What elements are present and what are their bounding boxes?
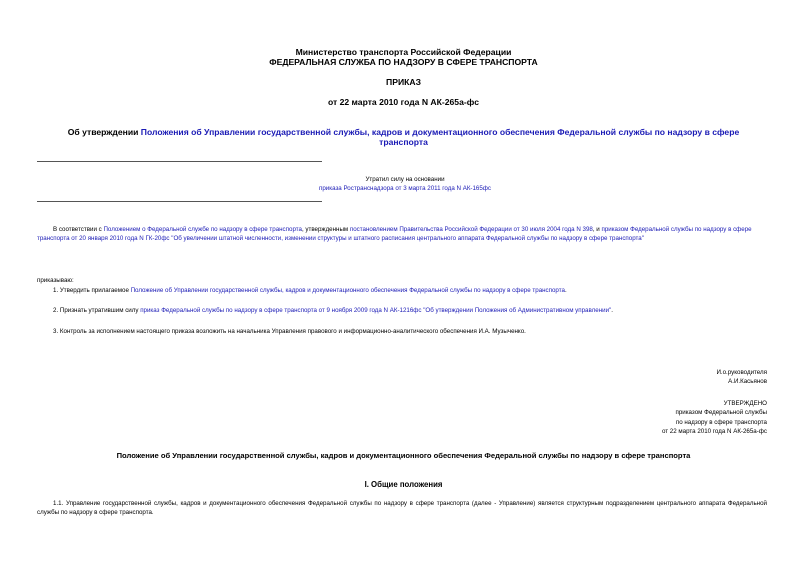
preamble-link-regulation[interactable]: Положением о Федеральной службе по надзору в сфере транспорта xyxy=(103,226,302,233)
approved-line-3: по надзору в сфере транспорта xyxy=(675,418,767,426)
preamble-text: В соответствии с xyxy=(53,226,104,233)
item-text: . xyxy=(564,287,567,294)
signature-block xyxy=(716,368,767,387)
section-heading: I. Общие положения xyxy=(364,480,443,489)
item-text: . xyxy=(611,307,613,314)
approval-block xyxy=(662,399,767,437)
item-1-link[interactable]: Положение об Управлении государственной службы, кадров и документационного обеспечения Федеральной службы по надзору в сфере транспорта xyxy=(130,287,565,294)
item-text: 1. Утвердить прилагаемое xyxy=(53,287,131,294)
document-date-number: от 22 марта 2010 года N АК-265а-фс xyxy=(327,97,480,107)
service-name: ФЕДЕРАЛЬНАЯ СЛУЖБА ПО НАДЗОРУ В СФЕРЕ ТРАНСПОРТА xyxy=(269,57,538,67)
repealed-link[interactable]: приказа Ространснадзора от 3 марта 2011 года N АК-165фс xyxy=(318,185,491,192)
title-link[interactable]: Положения об Управлении государственной службы, кадров и документационного обеспечения Федеральной службы по надзору в сфере xyxy=(140,127,740,137)
preamble-paragraph xyxy=(37,225,767,244)
repealed-note xyxy=(300,175,510,193)
document-type: ПРИКАЗ xyxy=(386,77,421,87)
document-title xyxy=(40,127,767,147)
ministry-name: Министерство транспорта Российской Федерации xyxy=(295,47,512,57)
title-link-cont[interactable]: транспорта xyxy=(379,137,428,147)
regulation-title: Положение об Управлении государственной службы, кадров и документационного обеспечения Федеральной службы по надзору в сфере транспорта xyxy=(116,451,691,460)
order-item-1 xyxy=(53,286,567,295)
repealed-text: Утратил силу на основании xyxy=(365,176,445,183)
title-prefix: Об утверждении xyxy=(67,127,141,137)
paragraph-1-1: 1.1. Управление государственной службы, кадров и документационного обеспечения Федеральной службы по надзору в сфере транспорта (далее - Управление) является структурным подразделением центрального аппарата Федеральной службы по надзору в сфере транспорта. xyxy=(37,500,767,517)
preamble-link-order[interactable]: приказом Федеральной службы по надзору в сфере транспорта от 20 января 2010 года N ГК-20фс "Об увеличении штатной численности, изменении структуры и штатного расписания центрального аппарата Федеральной службы по надзору в сфере транспорта" xyxy=(37,226,752,243)
preamble-link-government-decree[interactable]: постановлением Правительства Российской Федерации от 30 июля 2004 года N 398 xyxy=(349,226,593,233)
approved-label: УТВЕРЖДЕНО xyxy=(723,400,767,407)
order-item-3: 3. Контроль за исполнением настоящего приказа возложить на начальника Управления правового и информационно-аналитического обеспечения И.А. Музыченко. xyxy=(53,328,526,335)
preamble-text: , утвержденным xyxy=(301,226,350,233)
item-text: 2. Признать утратившим силу xyxy=(53,307,141,314)
divider-top xyxy=(37,161,322,162)
signatory-name: А.И.Касьянов xyxy=(728,378,767,386)
approved-line-4: от 22 марта 2010 года N АК-265а-фс xyxy=(661,428,767,436)
item-2-link[interactable]: приказ Федеральной службы по надзору в сфере транспорта от 9 ноября 2009 года N АК-1216фс "Об утверждении Положения об Административном управлении" xyxy=(140,307,612,314)
signatory-position: И.о.руководителя xyxy=(716,369,767,376)
divider-bottom xyxy=(37,201,322,202)
approved-line-2: приказом Федеральной службы xyxy=(675,409,767,417)
order-word: приказываю: xyxy=(37,277,74,284)
order-item-2 xyxy=(53,306,613,315)
preamble-text: , и xyxy=(592,226,602,233)
